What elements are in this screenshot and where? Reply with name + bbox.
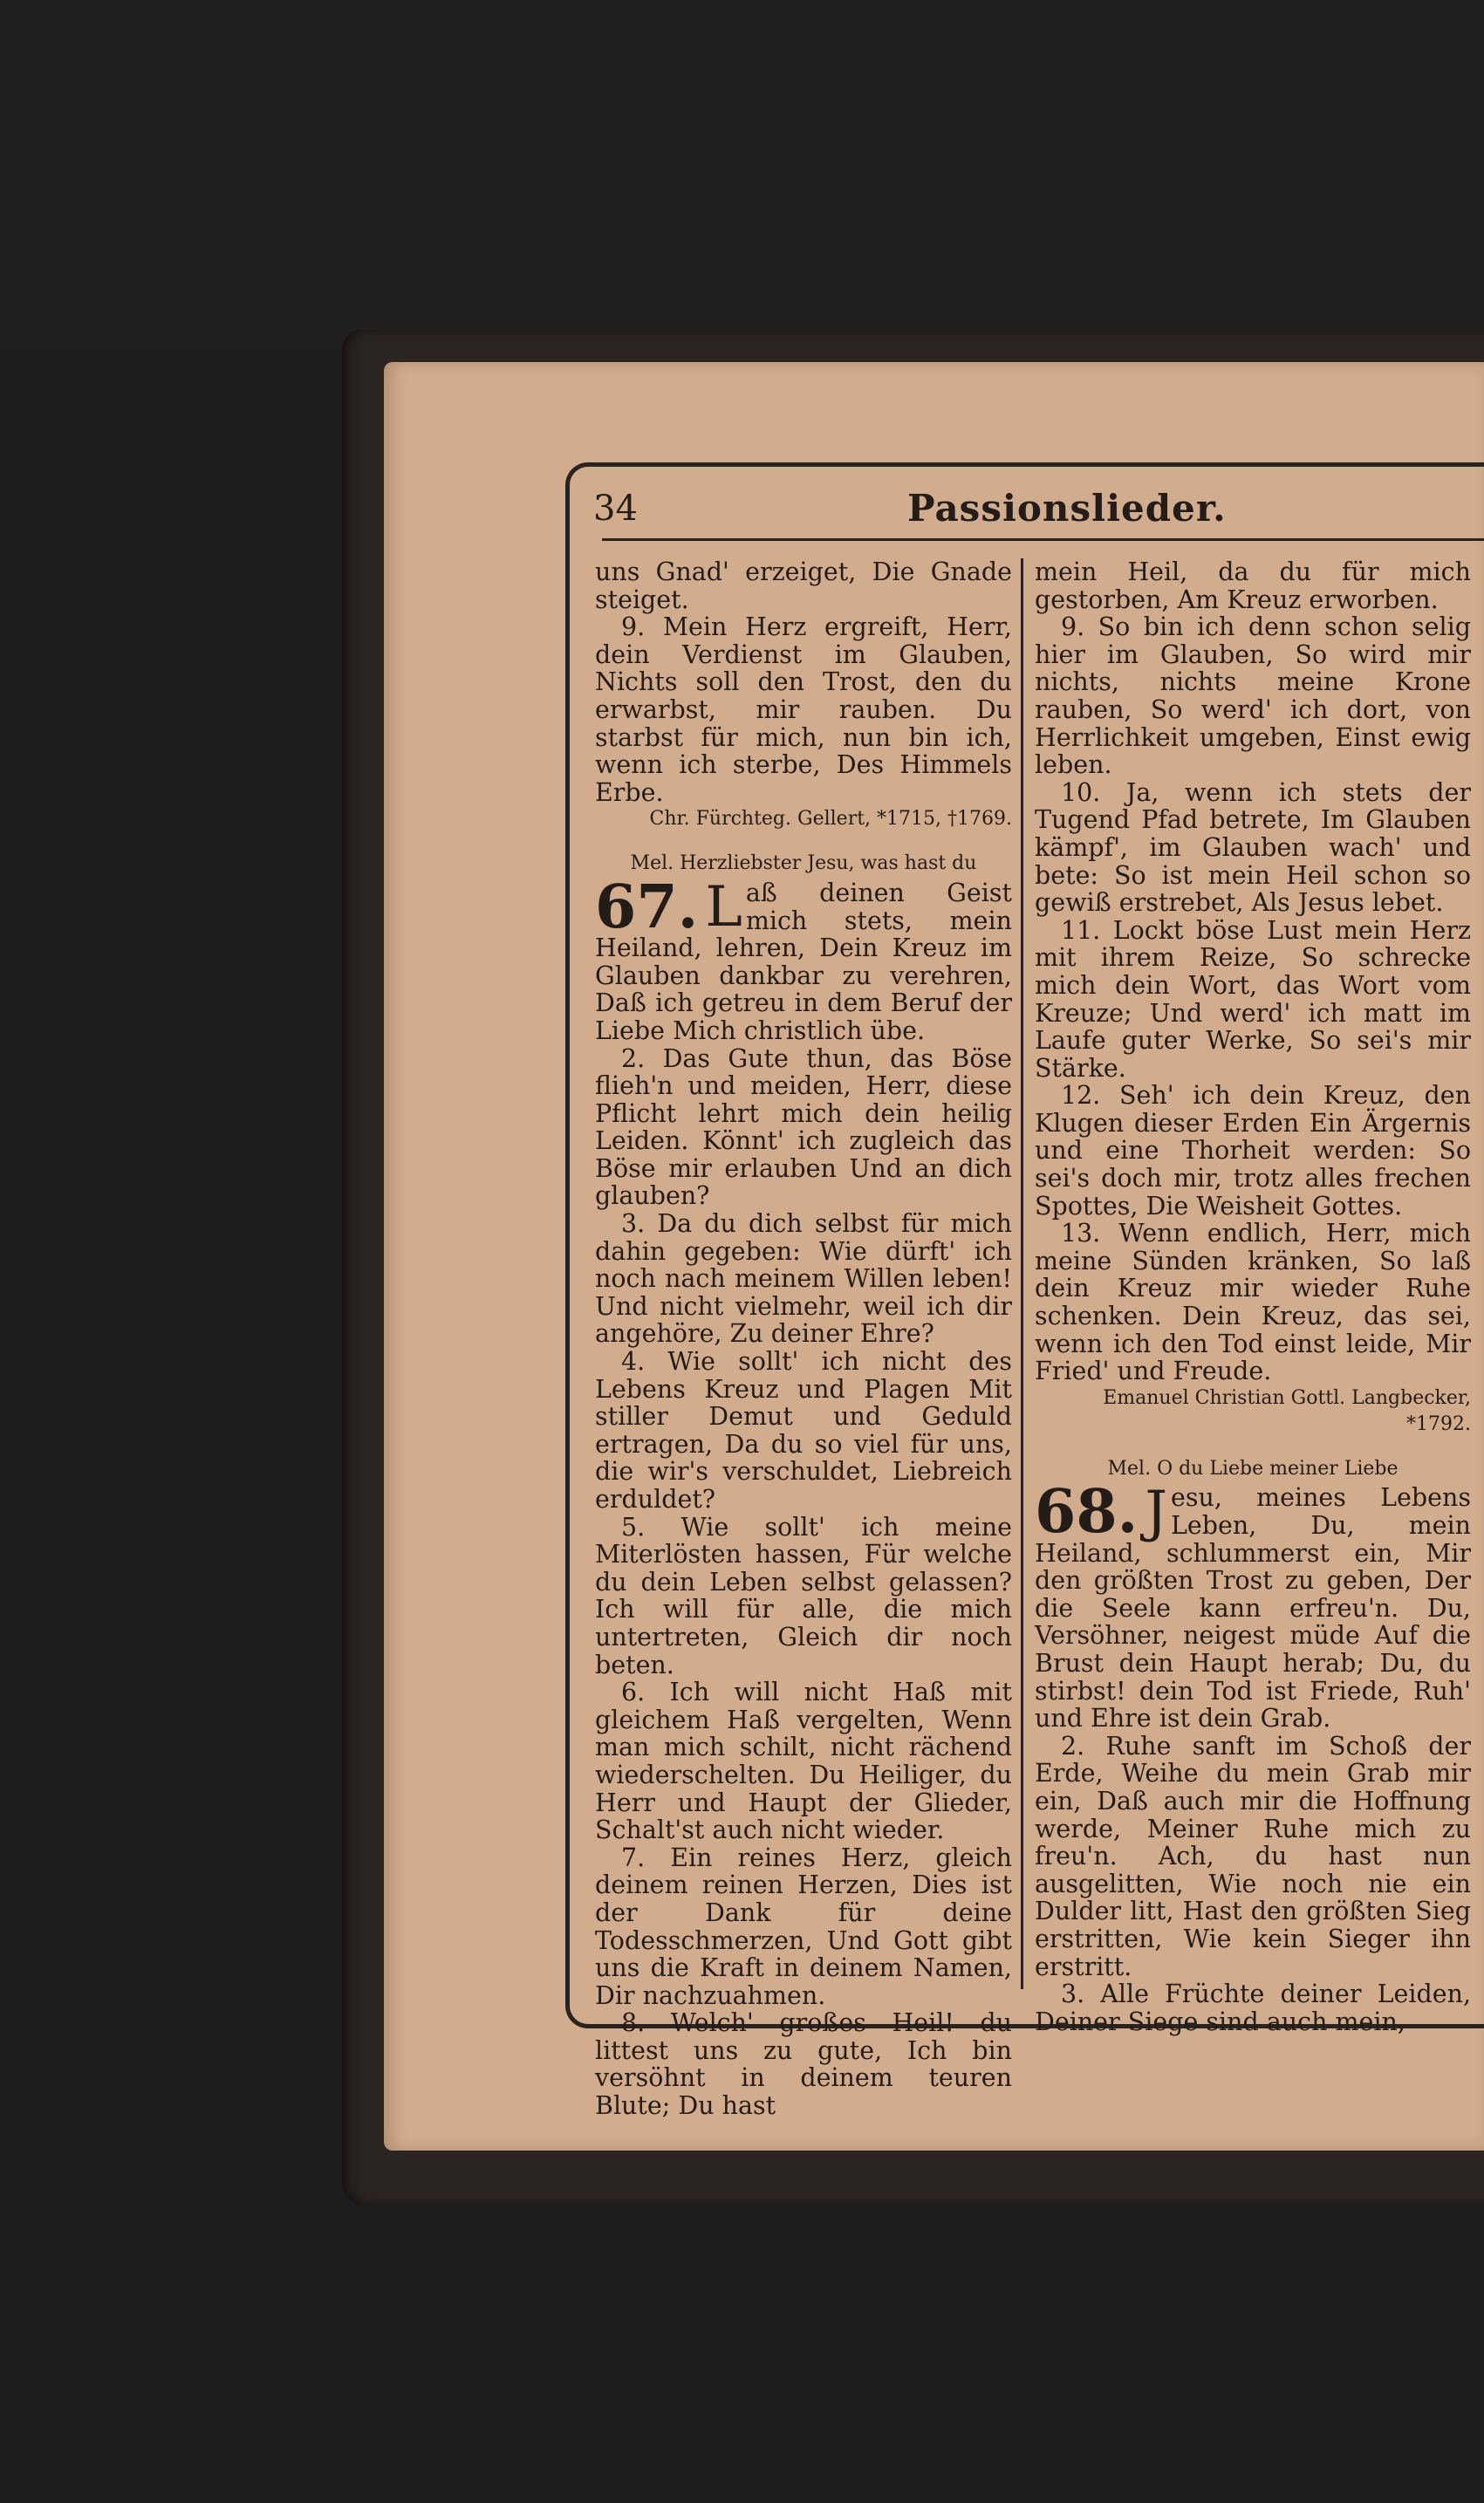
verse-continuation: mein Heil, da du für mich gestorben, Am Kreuz erworben.	[1035, 557, 1471, 614]
verse-7: 7. Ein reines Herz, gleich deinem reinen Herzen, Dies ist der Dank für deine Todesschmerzen, Und Gott gibt uns die Kraft in deinem Namen, Dir nachzuahmen.	[595, 1843, 1012, 2010]
hymn-68-verse-1	[1035, 1477, 1471, 1734]
hymn-number: 67.	[595, 872, 699, 942]
verse-10: 10. Ja, wenn ich stets der Tugend Pfad betrete, Im Glauben kämpf', im Glauben wach' und bete: So ist mein Heil schon so gewiß erstrebet, Als Jesus lebet.	[1035, 777, 1471, 918]
verse-9: 9. Mein Herz ergreift, Herr, dein Verdienst im Glauben, Nichts soll den Trost, den du erwarbst, mir rauben. Du starbst für mich, nun bin ich, wenn ich sterbe, Des Himmels Erbe.	[595, 612, 1012, 807]
hymn-number: 68.	[1035, 1477, 1139, 1548]
verse-4: 4. Wie sollt' ich nicht des Lebens Kreuz und Plagen Mit stiller Demut und Geduld ertragen, Da du so viel für uns, die wir's verschuldet, Liebreich erduldet?	[595, 1347, 1012, 1514]
verse-3: 3. Alle Früchte deiner Leiden, Deiner Siege sind auch mein,	[1035, 1980, 1471, 2036]
melody-line: Mel. Herzliebster Jesu, was hast du	[630, 852, 977, 875]
verse-8: 8. Welch' großes Heil! du littest uns zu gute, Ich bin versöhnt in deinem teuren Blute; Du hast	[595, 2008, 1012, 2121]
drop-cap: J	[1145, 1480, 1167, 1545]
author-byline: Emanuel Christian Gottl. Langbecker, *1792.	[1103, 1386, 1471, 1435]
left-column	[595, 558, 1012, 2120]
author-byline: Chr. Fürchteg. Gellert, *1715, †1769.	[649, 808, 1012, 831]
right-column	[1035, 558, 1471, 2035]
verse-5: 5. Wie sollt' ich meine Miterlösten hassen, Für welche du dein Leben selbst gelassen? Ich will für alle, die mich untertreten, Gleich dir noch beten.	[595, 1512, 1012, 1679]
drop-cap: L	[705, 874, 742, 940]
melody-line: Mel. O du Liebe meiner Liebe	[1107, 1457, 1399, 1480]
verse-12: 12. Seh' ich dein Kreuz, den Klugen dieser Erden Ein Ärgernis und eine Thorheit werden: So sei's doch mir, trotz alles frechen Spottes, Die Weisheit Gottes.	[1035, 1081, 1471, 1221]
verse-text: aß deinen Geist mich stets, mein Heiland, lehren, Dein Kreuz im Glauben dankbar zu verehren, Daß ich getreu in dem Beruf der Liebe Mich christlich übe.	[595, 878, 1012, 1045]
page-number: 34	[593, 489, 638, 529]
verse-3: 3. Da du dich selbst für mich dahin gegeben: Wie dürft' ich noch nach meinem Willen leben! Und nicht vielmehr, weil ich dir angehöre, Zu deiner Ehre?	[595, 1209, 1012, 1349]
running-head: Passionslieder.	[907, 487, 1227, 530]
column-divider	[1021, 558, 1023, 1989]
verse-6: 6. Ich will nicht Haß mit gleichem Haß vergelten, Wenn man mich schilt, nicht rächend wiederschelten. Du Heiliger, du Herr und Haupt der Glieder, Schalt'st auch nicht wieder.	[595, 1678, 1012, 1845]
verse-2: 2. Ruhe sanft im Schoß der Erde, Weihe du mein Grab mir ein, Daß auch mir die Hoffnung werde, Meiner Ruhe mich zu freu'n. Ach, du hast nun ausgelitten, Wie noch nie ein Dulder litt, Hast den größten Sieg erstritten, Wie kein Sieger ihn erstritt.	[1035, 1731, 1471, 1981]
verse-11: 11. Lockt böse Lust mein Herz mit ihrem Reize, So schrecke mich dein Wort, das Wort vom Kreuze; Und werd' ich matt im Laufe guter Werke, So sei's mir Stärke.	[1035, 915, 1471, 1083]
verse-2: 2. Das Gute thun, das Böse flieh'n und meiden, Herr, diese Pflicht lehrt mich dein heilig Leiden. Könnt' ich zugleich das Böse mir erlauben Und an dich glauben?	[595, 1043, 1012, 1211]
verse-continuation: uns Gnad' erzeiget, Die Gnade steiget.	[595, 557, 1012, 614]
header-rule	[602, 538, 1484, 541]
verse-9: 9. So bin ich denn schon selig hier im Glauben, So wird mir nichts, nichts meine Krone rauben, So werd' ich dort, von Herrlichkeit umgeben, Einst ewig leben.	[1035, 612, 1471, 780]
verse-text: esu, meines Lebens Leben, Du, mein Heiland, schlummerst ein, Mir den größten Trost zu geben, Der die Seele kann erfreu'n. Du, Versöhner, neigest müde Auf die Brust dein Haupt herab; Du, du stirbst! dein Tod ist Friede, Ruh' und Ehre ist dein Grab.	[1035, 1483, 1471, 1734]
hymn-67-verse-1	[595, 872, 1012, 1045]
background	[0, 0, 1484, 349]
verse-13: 13. Wenn endlich, Herr, mich meine Sünden kränken, So laß dein Kreuz mir wieder Ruhe schenken. Dein Kreuz, das sei, wenn ich den Tod einst leide, Mir Fried' und Freude.	[1035, 1219, 1471, 1386]
